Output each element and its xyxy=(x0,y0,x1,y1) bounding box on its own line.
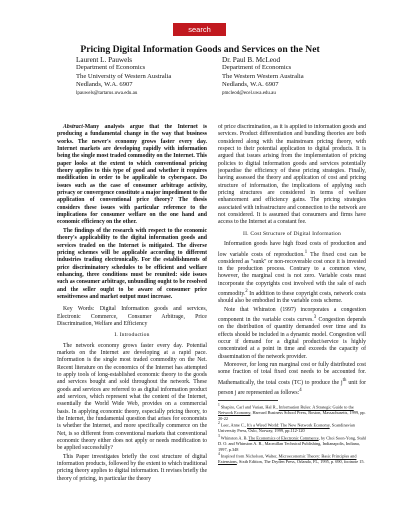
footnote-ref[interactable]: 2 xyxy=(245,289,248,295)
footnote-divider xyxy=(218,400,278,401)
footnote-link[interactable]: The Economics of Electronic Commerce xyxy=(248,435,319,441)
author-department: Department of Economics xyxy=(222,64,292,72)
author-address: Nedlands, W.A. 6907 xyxy=(222,81,279,89)
abstract-paragraph-1: Abstract-Many analysts argue that the Internet is producing a fundamental change in the way that business works. The newer's economy grows faster every day. Internet markets are developing rapidly with information being the single most traded commodity on the Internet. This paper looks at the extent to which conventional pricing theory applies to this type of good and whether it requires modification in order to be applicable to cyberspace. Do issues such as the case of consumer arbitrage activity, privacy or convergence constitute a major impediment to the application of conventional price theory? The thesis considers these issues with particular reference to the implications for consumer welfare on the one hand and economic efficiency on the other. xyxy=(57,124,207,226)
intro-paragraph-2: This Paper investigates briefly the cost structure of digital information products, followed by the extent to which traditional pricing theory applies to digital information. It revises briefly the theory of pricing, in particular the theory xyxy=(57,453,207,482)
footnote-link[interactable]: Information Rules: A Strategic Guide to the Network Economy xyxy=(218,404,354,416)
intro-paragraph-3: of price discrimination, as it is applied to information goods and services. Product differentiation and bundling theories are both considered along with the mainstream pricing theory, with respect to their potential application to digital products. It is argued that issues arising from the implementation of pricing policies to digital information goods and services potentially jeopardise the efficiency of these pricing strategies. Finally, having assessed the theory and application of cost and pricing structure of information, the implications of applying such pricing structures are considered in terms of welfare enhancement and efficiency gains. The pricing strategies associated with infrastructure and connection to the network are not considered. It is assumed that consumers and firms have access to the Internet at a constant fee. xyxy=(218,124,366,226)
footnote-link[interactable]: It's a Wired World: The New Network Economy xyxy=(246,422,330,428)
footnote: $^2$ Leer, Anne C., It's a Wired World: The New Network Economy, Scandinavian University Press, Oslo, Norway, 1999, pp.112-120 xyxy=(218,421,355,434)
abstract-paragraph-2: The findings of the research with respect to the economic theory's applicability to the digital information goods and services traded on the Internet is mitigated. The diverse pricing schemes will be applicable according to different industries trading electronically. For the establishments of price discriminatory schedules to be efficient and welfare enhancing, three conditions must be reunited: side issues such as consumer arbitrage, unbundling ought to be resolved and the seller ought to be aware of consumer price sensitiveness and market output must increase. xyxy=(57,227,207,300)
footnote-link[interactable]: Microeconomic Theory: Basic Principles and Extensions xyxy=(218,453,357,465)
left-column xyxy=(57,124,207,512)
cost-paragraph-1: Information goods have high fixed costs of production and low variable costs of reproduction.$^1$ The fixed cost can be considered as "sunk" or non-recoverable cost once it is invested in the production process. Contrary to a common view, however, the marginal cost is not zero. Variable costs must incorporate the copyrights cost involved with the sale of each commodity.$^2$ In addition to these copyright costs, network costs should also be embodied in the variable costs scheme. xyxy=(218,241,366,305)
keywords: Key Words: Digital Information goods and services, Electronic Commerce, Consumer Arbitrage, Price Discrimination, Welfare and Efficiency xyxy=(57,306,207,327)
footnote-ref[interactable]: 3 xyxy=(313,315,317,321)
footnote: $^4$ Inspired from Nicholson, Walter, Microeconomic Theory: Basic Principles and Extensions, Sixth Edition, The Dryden Press, Orlando, FL, 1995, p. 690, footnote 15. xyxy=(218,452,365,465)
search-button[interactable]: search xyxy=(173,23,226,36)
author-block-1 xyxy=(76,56,171,98)
author-email: pmcleod@ecel.uwa.edu.au xyxy=(222,90,276,96)
author-block-2 xyxy=(222,56,304,98)
section-heading-cost-structure: II. Cost Structure of Digital Information xyxy=(243,230,341,237)
intro-paragraph-1: The network economy grows faster every day. Potential markets on the Internet are developing at a rapid pace. Information is the single most traded commodity on the Net. Recent literature on the economics of the Internet has attempted to apply tools of long-established economic theory to the goods and services bought and sold throughout the network. These goods and services are referred to as digital information product and services, which represent what the content of the Internet, essentially the World Wide Web, provides on a commercial basis. In applying economic theory, especially pricing theory, to the Internet, the fundamental question that arises for economists is whether the Internet, and more specifically commerce on the Net, is so different from conventional markets that conventional economic theory either does not apply or needs modification to be applied successfully? xyxy=(57,342,207,452)
paper-title: Pricing Digital Information Goods and Services on the Net xyxy=(80,44,320,55)
author-university: The University of Western Australia xyxy=(76,72,172,80)
cost-paragraph-3: Moreover, for long run marginal cost or fully distributed cost some fraction of total fixed cost needs to be accounted for. Mathematically, the total costs (TC) to produce the $j^{th}$ unit for person j are represented as follows:$^4$ xyxy=(218,362,366,396)
footnote-ref[interactable]: 4 xyxy=(299,387,302,393)
author-name: Dr. Paul B. McLeod xyxy=(222,56,281,64)
footnote: $^1$ Shapiro, Carl and Varian, Hal R., Information Rules: A Strategic Guide to the Network Economy, Harvard Business School Press, Boston, Massachusetts, 1999, pp. 20-22 xyxy=(218,403,366,421)
author-university: The Western Western Australia xyxy=(222,72,304,80)
author-address: Nedlands, W.A. 6907 xyxy=(76,81,133,89)
right-column xyxy=(218,124,366,512)
author-department: Department of Economics xyxy=(76,64,146,72)
author-name: Laurent L. Pauwels xyxy=(76,56,133,64)
footnote-ref[interactable]: 1 xyxy=(304,249,308,255)
footnote: $^3$ Whinston A. B. The Economics of Electronic Commerce, by Choi Soon-Yong, Stahl D. O. and Whinston A. B., Macmillan Technical Publishing, Indianapolis, Indiana, 1997, p.348 xyxy=(218,434,366,452)
cost-paragraph-2: Note that Whinston (1997) incorporates a congestion component in the variable costs curves.$^3$ Congestion depends on the distribution of quantity demanded over time and its effects should be included in a dynamic model. Congestion will occur if demand for a digital product/service is highly concentrated at a point in time and exceeds the capacity of dissemination of the network provider. xyxy=(218,306,366,360)
abstract-label: Abstract xyxy=(63,124,83,130)
author-email: lpauwels@tartarus.uwa.edu.au xyxy=(76,90,138,96)
section-heading-introduction: I. Introduction xyxy=(114,332,150,339)
